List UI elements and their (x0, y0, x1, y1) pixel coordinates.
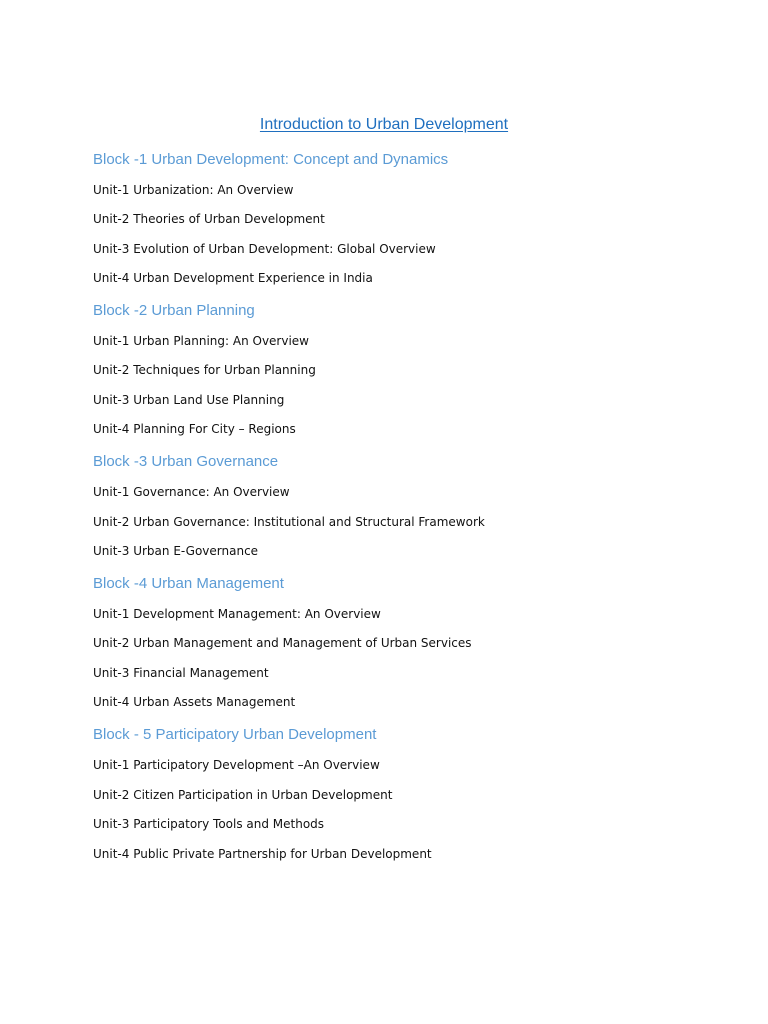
unit-item: Unit-2 Urban Management and Management of Urban Services (93, 636, 472, 650)
unit-item: Unit-3 Evolution of Urban Development: Global Overview (93, 242, 436, 256)
block-heading: Block - 5 Participatory Urban Development (93, 726, 377, 743)
unit-item: Unit-4 Urban Assets Management (93, 695, 296, 709)
block-heading: Block -2 Urban Planning (93, 302, 255, 319)
unit-item: Unit-1 Governance: An Overview (93, 485, 290, 499)
unit-item: Unit-2 Theories of Urban Development (93, 212, 325, 226)
block-heading: Block -3 Urban Governance (93, 453, 279, 470)
unit-item: Unit-2 Techniques for Urban Planning (93, 363, 316, 377)
unit-item: Unit-4 Planning For City – Regions (93, 422, 296, 436)
unit-item: Unit-1 Development Management: An Overview (93, 607, 381, 621)
document-title: Introduction to Urban Development (259, 116, 509, 133)
unit-item: Unit-2 Urban Governance: Institutional and Structural Framework (93, 515, 485, 529)
unit-item: Unit-3 Participatory Tools and Methods (93, 817, 325, 831)
block-heading: Block -4 Urban Management (93, 575, 284, 592)
unit-item: Unit-4 Urban Development Experience in India (93, 271, 373, 285)
unit-item: Unit-3 Financial Management (93, 666, 269, 680)
unit-item: Unit-3 Urban Land Use Planning (93, 393, 285, 407)
unit-item: Unit-2 Citizen Participation in Urban Development (93, 788, 393, 802)
unit-item: Unit-1 Urbanization: An Overview (93, 183, 294, 197)
block-heading: Block -1 Urban Development: Concept and Dynamics (93, 151, 449, 168)
unit-item: Unit-4 Public Private Partnership for Urban Development (93, 847, 432, 861)
unit-item: Unit-1 Urban Planning: An Overview (93, 334, 309, 348)
unit-item: Unit-3 Urban E-Governance (93, 544, 259, 558)
unit-item: Unit-1 Participatory Development –An Overview (93, 758, 380, 772)
